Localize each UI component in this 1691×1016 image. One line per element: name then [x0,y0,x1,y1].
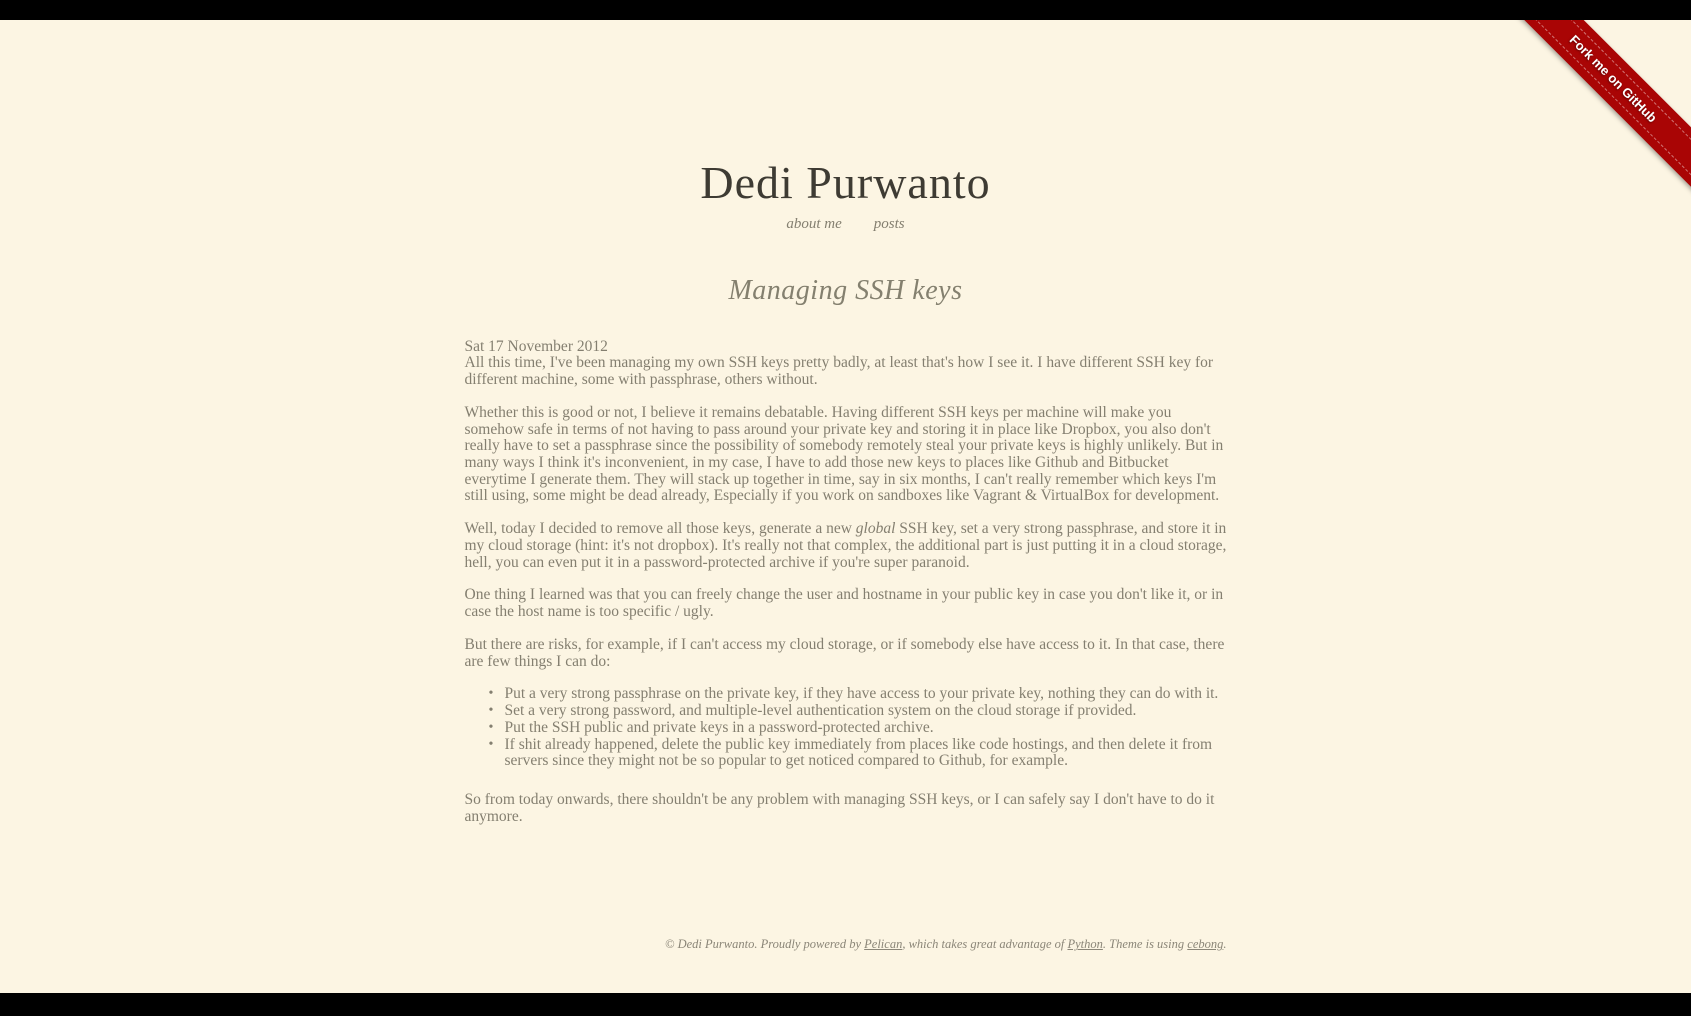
list-item: • Put the SSH public and private keys in a password-protected archive. [489,720,1227,737]
site-nav [0,215,1691,233]
top-letterbox-bar [0,0,1691,20]
paragraph-3-text-after: SSH key, set a very strong passphrase, and store it in my cloud storage (hint: it's not dropbox). It's really not that complex, the additional part is just putting it in a cloud storage, hell, you can even put it in a password-protected archive if you're super paranoid. [464,520,1227,571]
bullet-list [465,686,1227,770]
footer-text: . Theme is using [1102,937,1188,952]
site-title: Dedi Purwanto [700,157,991,208]
site-footer [465,937,1227,952]
ribbon-label: Fork me on GitHub [1566,31,1661,126]
paragraph-5: But there are risks, for example, if I can't access my cloud storage, or if somebody else have access to it. In that case, there are few things I can do: [464,635,1225,670]
post-title: Managing SSH keys [728,274,963,306]
paragraph-4: One thing I learned was that you can freely change the user and hostname in your public key in case you don't like it, or in case the host name is too specific / ugly. [464,586,1224,621]
page-background [0,20,1691,993]
site-header [0,20,1691,233]
footer-text: © Dedi Purwanto. Proudly powered by [664,937,865,952]
footer-link-pelican[interactable]: Pelican [864,937,903,952]
footer-link-cebong[interactable]: cebong [1187,937,1224,952]
list-item: • Put a very strong passphrase on the private key, if they have access to your private key, nothing they can do with it. [489,686,1227,703]
footer-text: . [1223,937,1227,952]
paragraph-3-text: Well, today I decided to remove all those keys, generate a new [464,520,856,538]
paragraph-2: Whether this is good or not, I believe it remains debatable. Having different SSH keys per machine will make you somehow safe in terms of not having to pass around your private key and storing it in place like Dropbox, you also don't really have to set a passphrase since the possibility of somebody remotely steal your private keys is highly unlikely. But in many ways I think it's inconvenient, in my case, I have to add those new keys to places like Github and Bitbucket everytime I generate them. They will stack up together in time, say in six months, I can't really remember which keys I'm still using, some might be dead already, Especially if you work on sandboxes like Vagrant & VirtualBox for development. [464,403,1224,505]
list-item: • Set a very strong password, and multiple-level authentication system on the cloud storage if provided. [489,703,1227,720]
paragraph-6: So from today onwards, there shouldn't be any problem with managing SSH keys, or I can safely say I don't have to do it anymore. [464,791,1215,825]
footer-link-python[interactable]: Python [1067,937,1103,952]
bottom-letterbox-bar [0,993,1691,1016]
post-date: Sat 17 November 2012 [464,337,608,355]
paragraph-1: All this time, I've been managing my own SSH keys pretty badly, at least that's how I see it. I have different SSH key for different machine, some with passphrase, others without. [464,354,1214,389]
post-content [465,275,1227,826]
nav-link-posts[interactable]: posts [873,215,905,232]
nav-link-about-me[interactable]: about me [786,215,842,232]
list-item: • If shit already happened, delete the public key immediately from places like code hostings, and then delete it from servers since they might not be so popular to get noticed compared to Github, for example. [489,737,1227,770]
paragraph-3 [465,521,1227,571]
paragraph-3-emphasis: global [855,520,896,538]
footer-text: , which takes great advantage of [902,937,1068,952]
